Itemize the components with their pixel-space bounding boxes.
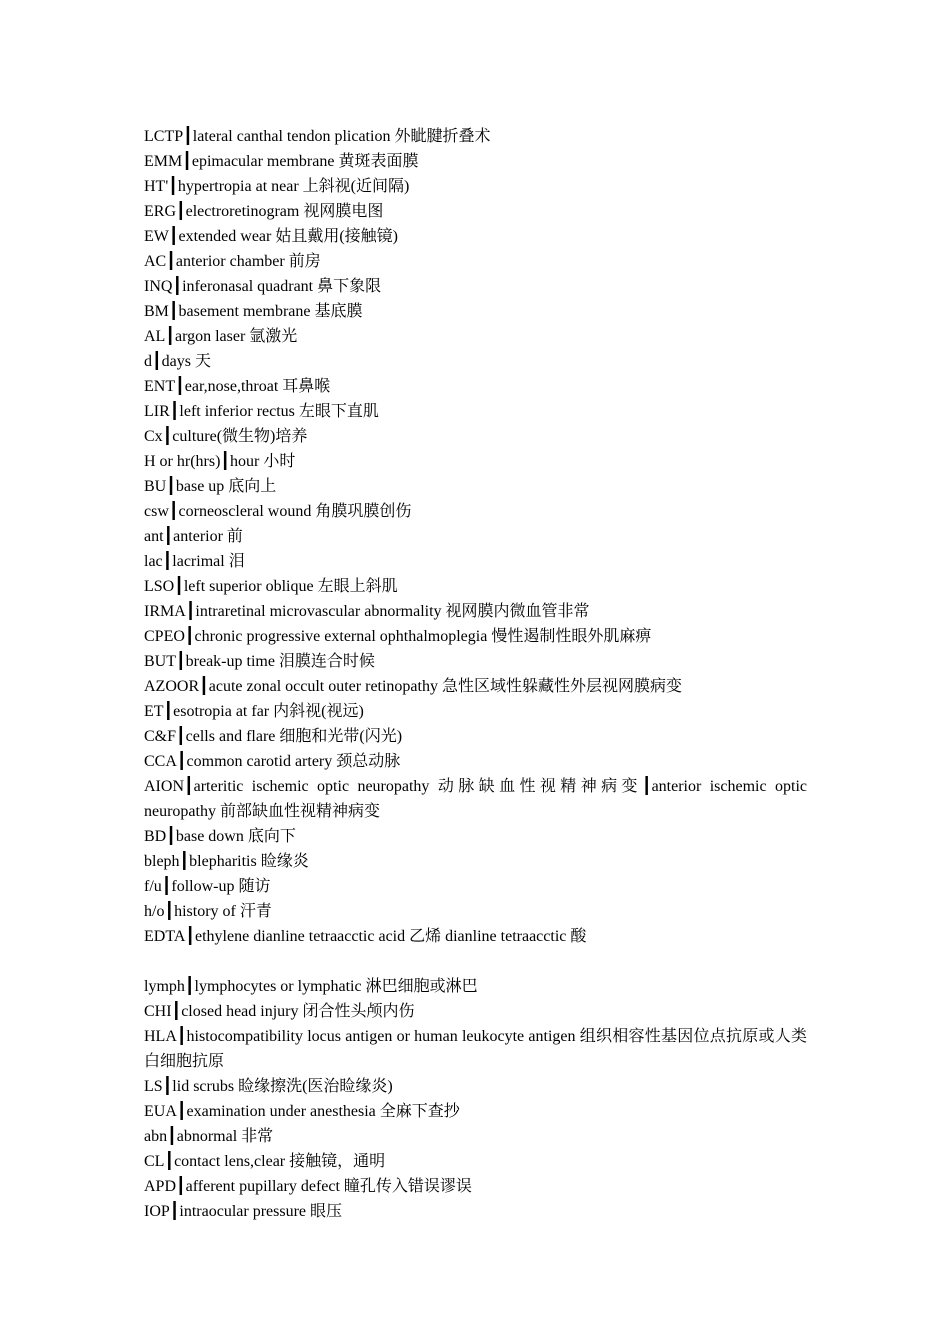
entry-chi: CHI┃closed head injury 闭合性头颅内伤 (144, 1003, 415, 1020)
entry-eua: EUA┃examination under anesthesia 全麻下查抄 (144, 1103, 460, 1120)
entry-ac: AC┃anterior chamber 前房 (144, 253, 321, 270)
entry-fu: f/u┃follow-up 随访 (144, 878, 271, 895)
blank-line (144, 949, 807, 974)
entry-azoor: AZOOR┃acute zonal occult outer retinopathy 急性区域性躲藏性外层视网膜病变 (144, 678, 682, 695)
entry-lir: LIR┃left inferior rectus 左眼下直肌 (144, 403, 379, 420)
entry-apd: APD┃afferent pupillary defect 瞳孔传入错误谬误 (144, 1178, 472, 1195)
entry-ent: ENT┃ear,nose,throat 耳鼻喉 (144, 378, 331, 395)
entry-lso: LSO┃left superior oblique 左眼上斜肌 (144, 578, 398, 595)
entry-cl: CL┃contact lens,clear 接触镜，通明 (144, 1153, 386, 1170)
entry-hr: H or hr(hrs)┃hour 小时 (144, 453, 296, 470)
entry-ant: ant┃anterior 前 (144, 528, 243, 545)
entry-cf: C&F┃cells and flare 细胞和光带(闪光) (144, 728, 403, 745)
entry-et: ET┃esotropia at far 内斜视(视远) (144, 703, 364, 720)
entry-cpeo: CPEO┃chronic progressive external ophthalmoplegia 慢性遏制性眼外肌麻痹 (144, 628, 652, 645)
entry-d: d┃days 天 (144, 353, 211, 370)
entry-ew: EW┃extended wear 姑且戴用(接触镜) (144, 228, 399, 245)
entry-bd: BD┃base down 底向下 (144, 828, 296, 845)
entry-ht: HT'┃hypertropia at near 上斜视(近间隔) (144, 178, 410, 195)
entry-ho: h/o┃history of 汗青 (144, 903, 272, 920)
entry-hla: HLA┃histocompatibility locus antigen or human leukocyte antigen 组织相容性基因位点抗原或人类白细胞抗原 (144, 1028, 807, 1070)
entry-al: AL┃argon laser 氩激光 (144, 328, 298, 345)
entry-inq: INQ┃inferonasal quadrant 鼻下象限 (144, 278, 382, 295)
entry-aion: AION┃arteritic ischemic optic neuropathy 动脉缺血性视精神病变┃anterior ischemic optic neuropathy 前部缺血性视精神病变 (144, 778, 807, 820)
entry-erg: ERG┃electroretinogram 视网膜电图 (144, 203, 384, 220)
entry-irma: IRMA┃intraretinal microvascular abnormality 视网膜内微血管非常 (144, 603, 590, 620)
entry-bu: BU┃base up 底向上 (144, 478, 277, 495)
entry-lctp: LCTP┃lateral canthal tendon plication 外眦腱折叠术 (144, 128, 491, 145)
entry-abn: abn┃abnormal 非常 (144, 1128, 274, 1145)
entry-emm: EMM┃epimacular membrane 黄斑表面膜 (144, 153, 419, 170)
entry-lymph: lymph┃lymphocytes or lymphatic 淋巴细胞或淋巴 (144, 978, 478, 995)
entry-but: BUT┃break-up time 泪膜连合时候 (144, 653, 375, 670)
entry-edta: EDTA┃ethylene dianline tetraacctic acid 乙烯 dianline tetraacctic 酸 (144, 928, 587, 945)
entry-cca: CCA┃common carotid artery 颈总动脉 (144, 753, 401, 770)
entry-csw: csw┃corneoscleral wound 角膜巩膜创伤 (144, 503, 412, 520)
entry-bleph: bleph┃blepharitis 睑缘炎 (144, 853, 309, 870)
entry-bm: BM┃basement membrane 基底膜 (144, 303, 363, 320)
document-body (144, 124, 807, 1224)
entry-ls: LS┃lid scrubs 睑缘擦洗(医治睑缘炎) (144, 1078, 393, 1095)
entry-lac: lac┃lacrimal 泪 (144, 553, 245, 570)
entry-cx: Cx┃culture(微生物)培养 (144, 428, 308, 445)
entry-iop: IOP┃intraocular pressure 眼压 (144, 1203, 343, 1220)
